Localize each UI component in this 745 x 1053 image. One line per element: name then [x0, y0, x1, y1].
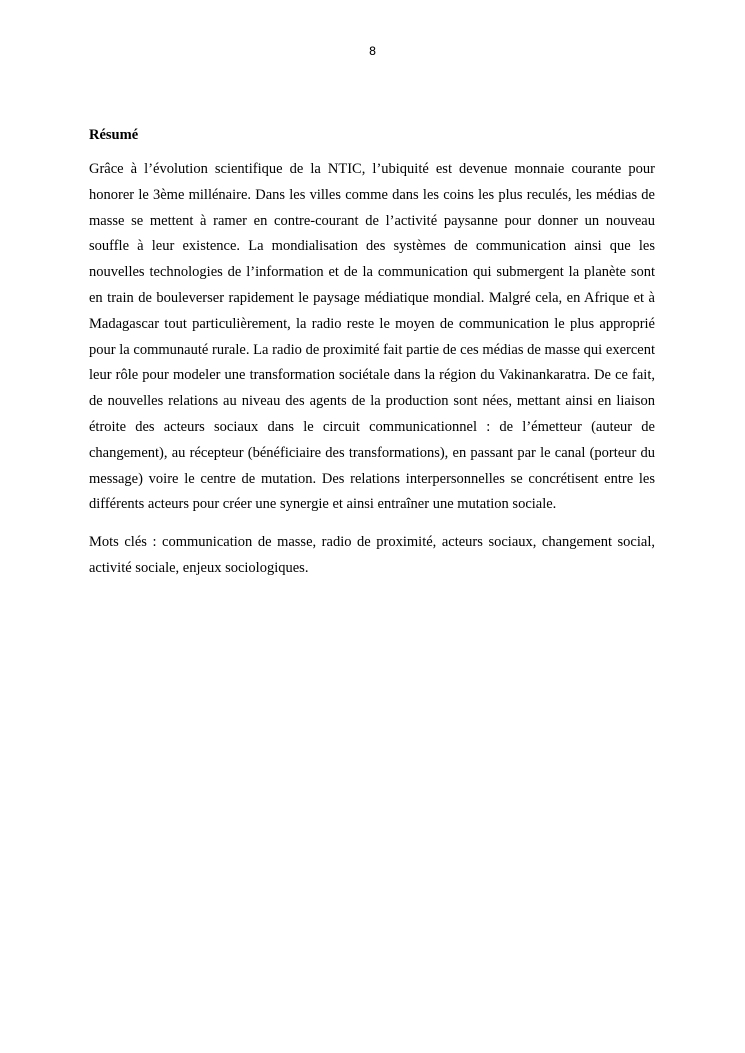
abstract-body: Grâce à l’évolution scientifique de la NTIC, l’ubiquité est devenue monnaie courante pour honorer le 3ème millénaire. Dans les villes comme dans les coins les plus reculés, les médias de masse se mettent à ramer en contre-courant de l’activité paysanne pour donner un nouveau souffle à leur existence. La mondialisation des systèmes de communication ainsi que les nouvelles technologies de l’information et de la communication qui submergent la planète sont en train de bouleverser rapidement le paysage médiatique mondial. Malgré cela, en Afrique et à Madagascar tout particulièrement, la radio reste le moyen de communication le plus approprié pour la communauté rurale. La radio de proximité fait partie de ces médias de masse qui exercent leur rôle pour modeler une transformation sociétale dans la région du Vakinankaratra. De ce fait, de nouvelles relations au niveau des agents de la production sont nées, mettant ainsi en liaison étroite des acteurs sociaux dans le circuit communicationnel : de l’émetteur (auteur de changement), au récepteur (bénéficiaire des transformations), en passant par le canal (porteur du message) voire le centre de mutation. Des relations interpersonnelles se concrétisent entre les différents acteurs pour créer une synergie et ainsi entraîner une mutation sociale.	[89, 161, 655, 513]
abstract-heading: Résumé	[89, 127, 139, 143]
page-number: 8	[368, 44, 377, 58]
keywords-paragraph: Mots clés : communication de masse, radio de proximité, acteurs sociaux, changement social, activité sociale, enjeux sociologiques.	[89, 534, 655, 576]
abstract-section	[89, 126, 655, 594]
